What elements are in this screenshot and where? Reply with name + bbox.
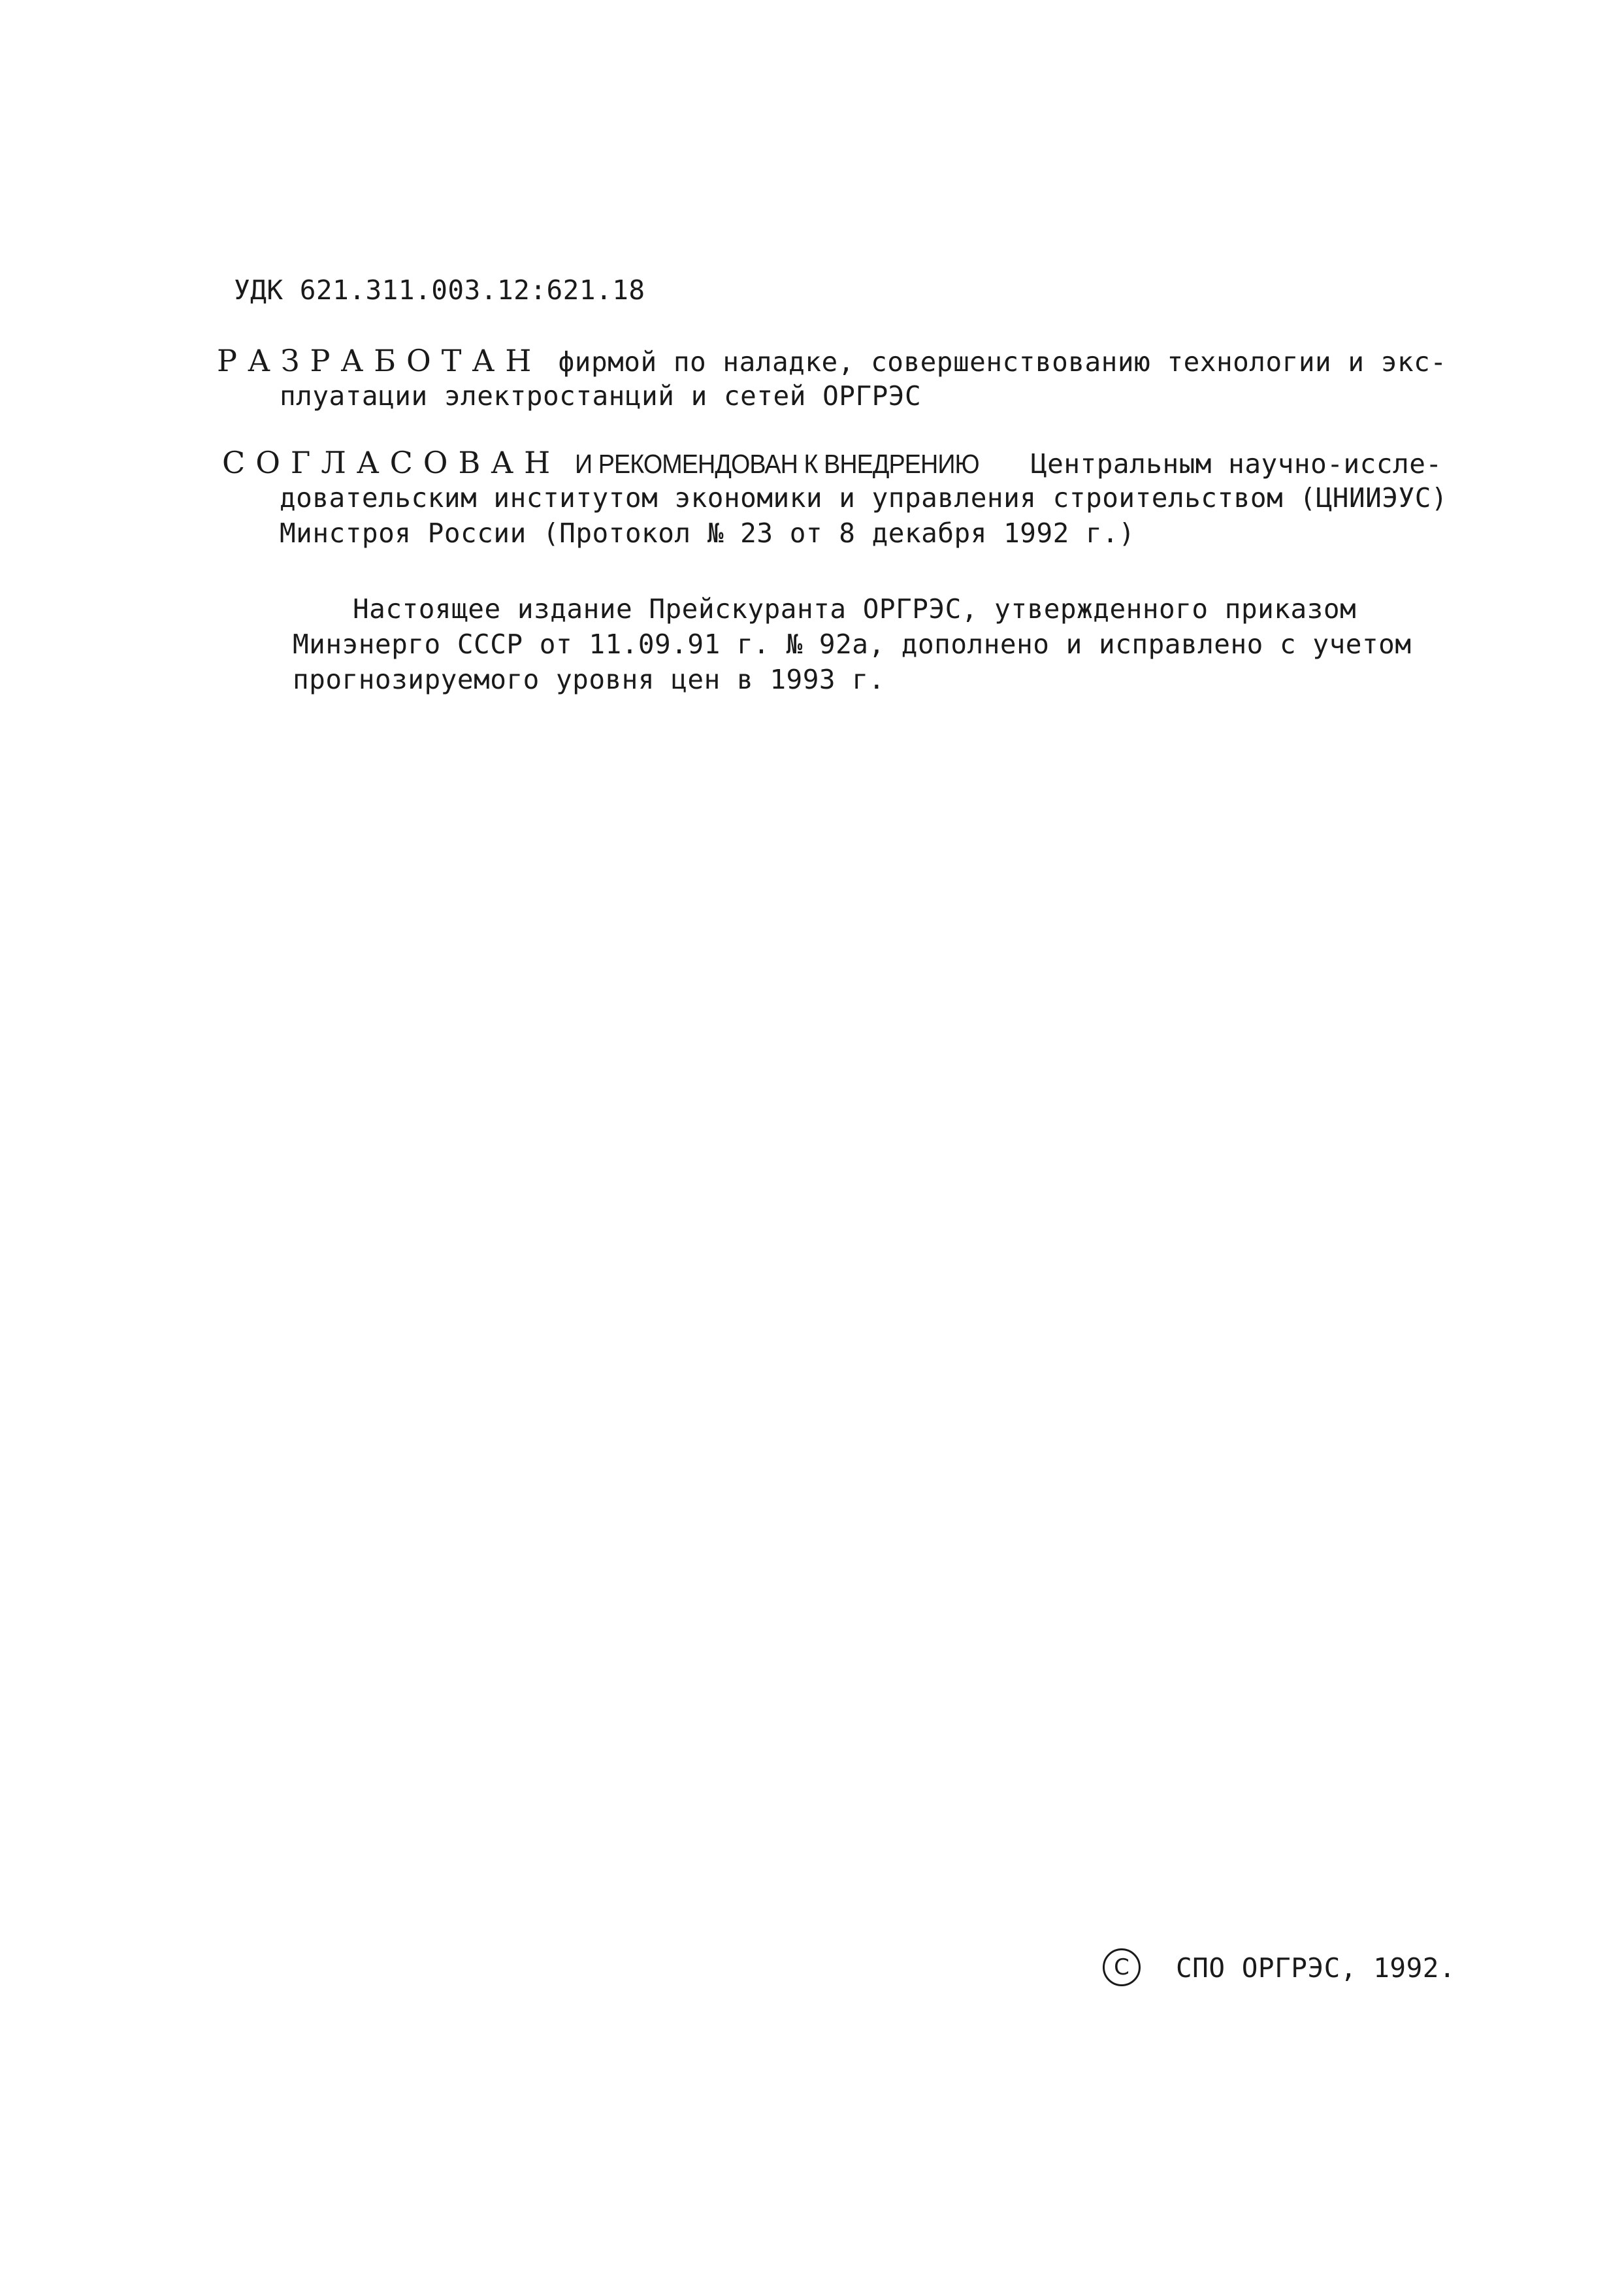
developed-text-2: плуатации электростанций и сетей ОРГРЭС <box>280 380 922 412</box>
developed-line-1 <box>217 345 1447 378</box>
developed-text-1: фирмой по наладке, совершенствованию технологии и экс- <box>542 346 1447 378</box>
approved-text-2: довательским институтом экономики и управления строительством (ЦНИИЭУС) <box>280 482 1448 514</box>
edition-note-1: Настоящее издание Прейскуранта ОРГРЭС, утвержденного приказом <box>353 593 1357 625</box>
developed-label: РАЗРАБОТАН <box>217 343 542 378</box>
approved-text-1: Центральным научно-иссле- <box>1014 448 1442 480</box>
approved-label: СОГЛАСОВАН <box>222 445 561 480</box>
approved-line-1 <box>222 447 1442 480</box>
udk-code: УДК 621.311.003.12:621.18 <box>234 274 645 306</box>
copyright-symbol: C <box>1114 1954 1129 1980</box>
edition-note-3: прогнозируемого уровня цен в 1993 г. <box>293 664 885 695</box>
copyright-text: СПО ОРГРЭС, 1992. <box>1176 1952 1456 1984</box>
approved-label-2: И РЕКОМЕНДОВАН К ВНЕДРЕНИЮ <box>575 449 979 479</box>
edition-note-2: Минэнерго СССР от 11.09.91 г. № 92а, дополнено и исправлено с учетом <box>293 629 1412 660</box>
approved-text-3: Минстроя России (Протокол № 23 от 8 декабря 1992 г.) <box>280 517 1135 549</box>
copyright-icon <box>1103 1948 1141 1986</box>
